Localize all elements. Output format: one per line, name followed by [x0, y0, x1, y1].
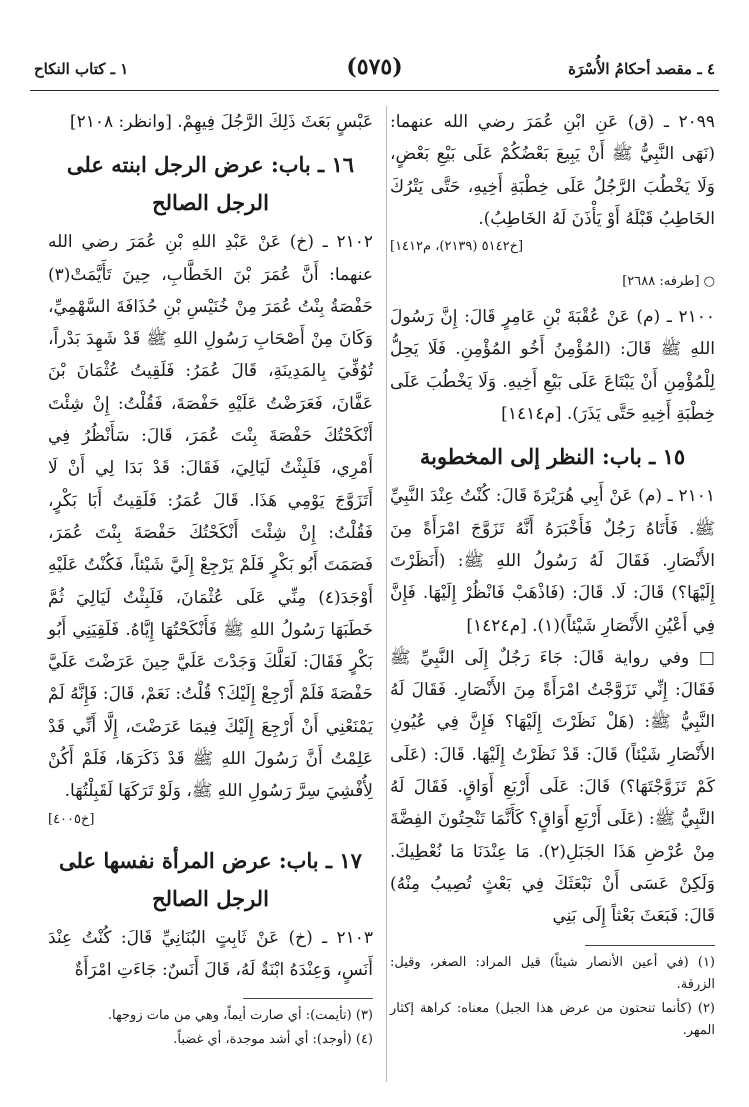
- hadith-2102: ٢١٠٢ ـ (خ) عَنْ عَبْدِ اللهِ بْنِ عُمَرَ رضي الله عنهما: أَنَّ عُمَرَ بْنَ الخَطَّابِ، حِينَ تَأَيَّمَتْ(٣) حَفْصَةُ بِنْتُ عُمَرَ مِنْ خُنَيْسِ بْنِ حُذَافَةَ السَّهْمِيِّ، وَكَانَ مِنْ أَصْحَابِ رَسُولِ اللهِ ﷺ قَدْ شَهِدَ بَدْراً، تُوُفِّيَ بِالمَدِينَةِ، قَالَ عُمَرُ: فَلَقِيتُ عُثْمَانَ بْنَ عَفَّانَ، فَعَرَضْتُ عَلَيْهِ حَفْصَةَ، فَقُلْتُ: إِنْ شِئْتَ أَنْكَحْتُكَ حَفْصَةَ بِنْتَ عُمَرَ، قَالَ: سَأَنْظُرُ فِي أَمْرِي، فَلَبِثْتُ لَيَالِيَ، فَقَالَ: قَدْ بَدَا لِي أَنْ لَا أَتَزَوَّجَ يَوْمِي هَذَا. قَالَ عُمَرُ: فَلَقِيتُ أَبَا بَكْرٍ، فَقُلْتُ: إِنْ شِئْتَ أَنْكَحْتُكَ حَفْصَةَ بِنْتَ عُمَرَ، فَصَمَتَ أَبُو بَكْرٍ فَلَمْ يَرْجِعْ إِلَيَّ شَيْئاً، فَكُنْتُ عَلَيْهِ أَوْجَدَ(٤) مِنِّي عَلَى عُثْمَانَ، فَلَبِثْتُ لَيَالِيَ ثُمَّ خَطَبَهَا رَسُولُ اللهِ ﷺ فَأَنْكَحْتُهَا إِيَّاهُ. فَلَقِيَنِي أَبُو بَكْرٍ فَقَالَ: لَعَلَّكَ وَجَدْتَ عَلَيَّ حِينَ عَرَضْتَ عَلَيَّ حَفْصَةَ فَلَمْ أَرْجِعْ إِلَيْكَ؟ قُلْتُ: نَعَمْ، قَالَ: فَإِنَّهُ لَمْ يَمْنَعْنِي أَنْ أَرْجِعَ إِلَيْكَ فِيمَا عَرَضْتَ، إِلَّا أَنِّي قَدْ عَلِمْتُ أَنَّ رَسُولَ اللهِ ﷺ قَدْ ذَكَرَهَا، فَلَمْ أَكُنْ لِأُفْشِيَ سِرَّ رَسُولِ اللهِ ﷺ، وَلَوْ تَرَكَهَا لَقَبِلْتُهَا.: [48, 232, 373, 802]
- left-column: [48, 106, 373, 1053]
- chapter-heading-16: ١٦ ـ باب: عرض الرجل ابنته على الرجل الصالح: [66, 152, 355, 216]
- hadith-2103: ٢١٠٣ ـ (خ) عَنْ ثَابِتٍ البُنَانِيِّ قَالَ: كُنْتُ عِنْدَ أَنَسٍ، وَعِنْدَهُ ابْنَةٌ لَهُ، قَالَ أَنَسٌ: جَاءَتِ امْرَأَةٌ: [48, 927, 373, 980]
- page-header: [30, 52, 719, 91]
- chapter-heading-17: ١٧ ـ باب: عرض المرأة نفسها على الرجل الصالح: [59, 847, 362, 911]
- continuation-text: عَبْسٍ بَعَثَ ذَلِكَ الرَّجُلَ فِيهِمْ. [وانظر: ٢١٠٨]: [69, 112, 373, 132]
- hadith-2100: ٢١٠٠ ـ (م) عَنْ عُقْبَةَ بْنِ عَامِرٍ قَالَ: إِنَّ رَسُولَ اللهِ ﷺ قَالَ: (المُؤْمِنُ أَخُو المُؤْمِنِ. فَلَا يَحِلُّ لِلْمُؤْمِنِ أَنْ يَبْتَاعَ عَلَى بَيْعِ أَخِيهِ. وَلَا يَخْطُبَ عَلَى خِطْبَةِ أَخِيهِ حَتَّى يَذَرَ). [م١٤١٤]: [390, 307, 715, 425]
- header-section-title: ٤ ـ مقصد أحكامُ الأُسْرَة: [568, 60, 715, 78]
- chapter-heading-15: ١٥ ـ باب: النظر إلى المخطوبة: [419, 444, 686, 470]
- hadith-2099-reference: [خ٥١٤٢ (٢١٣٩)، م١٤١٢]: [390, 239, 524, 255]
- tarafuh-reference: ○ [طرفه: ٢٦٨٨]: [622, 274, 715, 290]
- hadith-2099: ٢٠٩٩ ـ (ق) عَنِ ابْنِ عُمَرَ رضي الله عنهما: (نَهَى النَّبِيُّ ﷺ أَنْ يَبِيعَ بَعْضُكُمْ عَلَى بَيْعِ بَعْضٍ، وَلَا يَخْطُبَ الرَّجُلُ عَلَى خِطْبَةِ أَخِيهِ، حَتَّى يَتْرُكَ الخَاطِبُ قَبْلَهُ أَوْ يَأْذَنَ لَهُ الخَاطِبُ).: [390, 112, 715, 229]
- header-book-title: ١ ـ كتاب النكاح: [34, 60, 129, 78]
- left-footnotes: [48, 1005, 373, 1051]
- right-column: [390, 106, 715, 1044]
- footnote-3: (٣) (تأيمت): أي صارت أيماً، وهي من مات زوجها.: [107, 1008, 373, 1024]
- hadith-2102-reference: [خ٤٠٠٥]: [48, 811, 95, 827]
- page-number: (٥٧٥): [346, 54, 403, 80]
- footnote-separator: [243, 998, 373, 999]
- right-footnotes: [390, 952, 715, 1042]
- column-divider: [386, 106, 387, 1082]
- footnote-4: (٤) (أوجد): أي أشد موجدة، أي غضباً.: [173, 1032, 373, 1048]
- hadith-2101: ٢١٠١ ـ (م) عَنْ أَبِي هُرَيْرَةَ قَالَ: كُنْتُ عِنْدَ النَّبِيِّ ﷺ. فَأَتَاهُ رَجُلٌ فَأَخْبَرَهُ أَنَّهُ تَزَوَّجَ امْرَأَةً مِنَ الأَنْصَارِ. فَقَالَ لَهُ رَسُولُ اللهِ ﷺ: (أَنَظَرْتَ إِلَيْهَا؟) قَالَ: لَا. قَالَ: (فَاذْهَبْ فَانْظُرْ إِلَيْهَا. فَإِنَّ فِي أَعْيُنِ الأَنْصَارِ شَيْئاً)(١). [م١٤٢٤]: [390, 486, 715, 636]
- footnote-separator: [585, 945, 715, 946]
- footnote-2: (٢) (كأنما تنحتون من عرض هذا الجبل) معناه: كراهة إكثار المهر.: [390, 1000, 715, 1038]
- footnote-1: (١) (في أعين الأنصار شيئاً) قيل المراد: الصغر، وقيل: الزرقة.: [390, 954, 715, 992]
- hadith-2101-variant: □ وفي رواية قَالَ: جَاءَ رَجُلٌ إِلَى النَّبِيِّ ﷺ فَقَالَ: إِنِّي تَزَوَّجْتُ امْرَأَةً مِنَ الأَنْصَارِ. فَقَالَ لَهُ النَّبِيُّ ﷺ: (هَلْ نَظَرْتَ إِلَيْهَا؟ فَإِنَّ فِي عُيُونِ الأَنْصَارِ شَيْئاً) قَالَ: قَدْ نَظَرْتُ إِلَيْهَا. قَالَ: (عَلَى كَمْ تَزَوَّجْتَهَا؟) قَالَ: عَلَى أَرْبَعِ أَوَاقٍ. فَقَالَ لَهُ النَّبِيُّ ﷺ: (عَلَى أَرْبَعِ أَوَاقٍ؟ كَأَنَّمَا تَنْحِتُونَ الفِضَّةَ مِنْ عُرْضِ هَذَا الجَبَلِ(٢). مَا عِنْدَنَا مَا نُعْطِيكَ. وَلَكِنْ عَسَى أَنْ نَبْعَثَكَ فِي بَعْثٍ تُصِيبُ مِنْهُ) قَالَ: فَبَعَثَ بَعْثاً إِلَى بَنِي: [390, 647, 715, 927]
